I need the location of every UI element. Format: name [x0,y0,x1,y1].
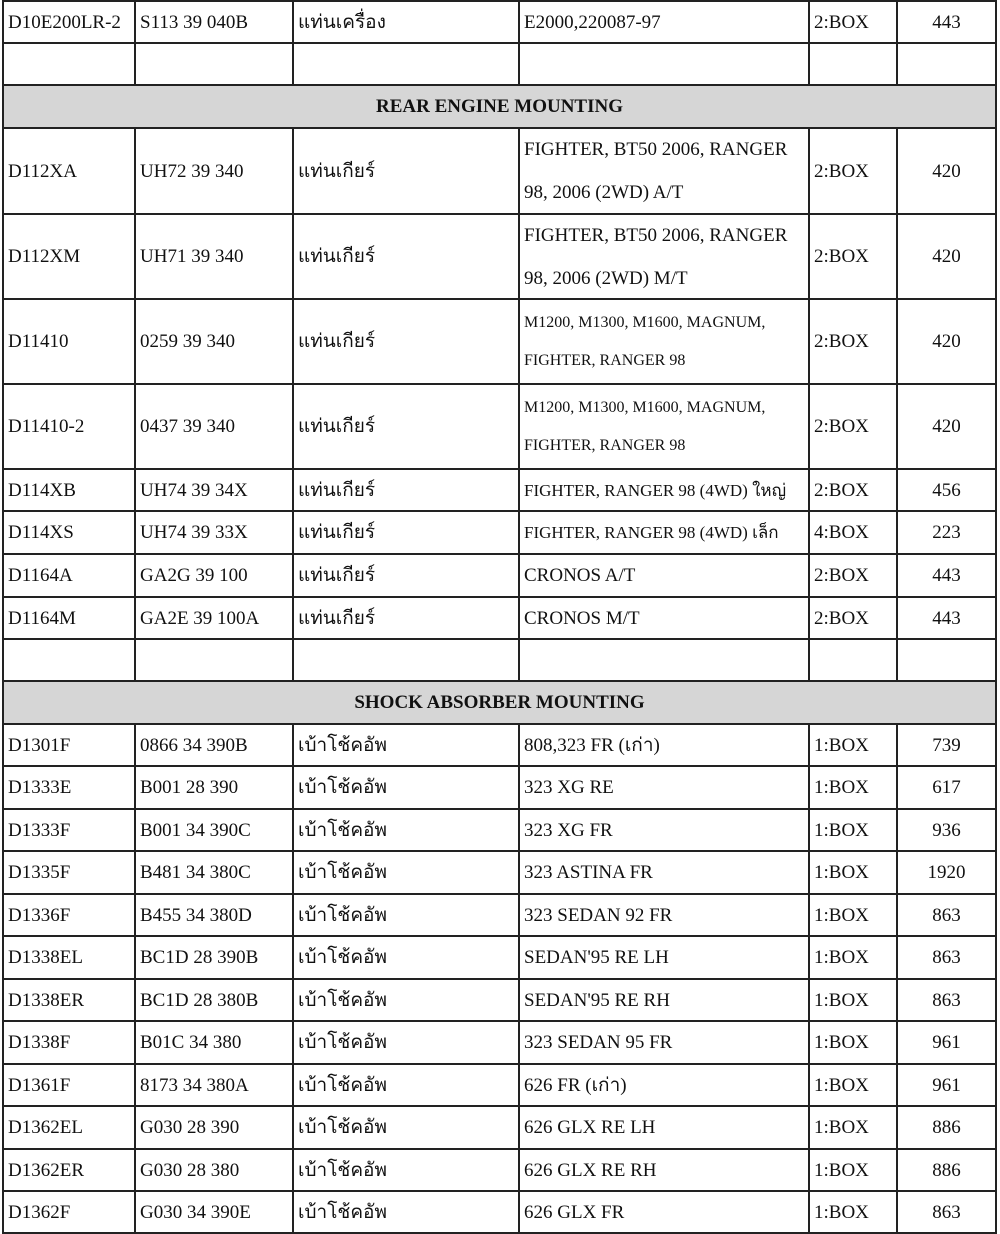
part-code: D1338EL [2,937,136,978]
empty-cell [2,44,136,84]
vehicle-model: CRONOS A/T [520,555,810,596]
vehicle-model: 626 GLX RE LH [520,1107,810,1148]
price: 456 [898,470,997,510]
empty-cell [136,640,294,680]
table-row [2,300,997,385]
vehicle-model [520,470,810,510]
oem-number: GA2G 39 100 [136,555,294,596]
part-code: D1335F [2,852,136,893]
pack-quantity: 4:BOX [810,512,898,553]
pack-quantity: 2:BOX [810,385,898,468]
part-description: เบ้าโช้คอัพ [294,1192,520,1232]
vehicle-model [520,129,810,213]
table-row [2,215,997,300]
part-description: เบ้าโช้คอัพ [294,895,520,935]
vehicle-model: 323 XG FR [520,810,810,850]
section-header-shock-absorber-mounting: SHOCK ABSORBER MOUNTING [2,682,997,725]
part-description: เบ้าโช้คอัพ [294,1022,520,1063]
price: 886 [898,1150,997,1190]
vehicle-model-line: M1200, M1300, M1600, MAGNUM, [524,398,766,416]
part-code: D114XS [2,512,136,553]
table-row [2,767,997,810]
table-row [2,555,997,598]
table-row [2,598,997,640]
empty-cell [810,44,898,84]
table-row [2,980,997,1022]
table-row [2,129,997,215]
empty-row [2,44,997,86]
table-row [2,852,997,895]
vehicle-model: 323 SEDAN 95 FR [520,1022,810,1063]
part-description: แท่นเกียร์ [294,215,520,298]
pack-quantity: 1:BOX [810,1022,898,1063]
part-code: D114XB [2,470,136,510]
part-description: เบ้าโช้คอัพ [294,725,520,765]
price: 863 [898,895,997,935]
table-row [2,470,997,512]
vehicle-model: 808,323 FR (เก่า) [520,725,810,765]
oem-number: 8173 34 380A [136,1065,294,1105]
part-description: แท่นเกียร์ [294,300,520,383]
part-code: D112XA [2,129,136,213]
pack-quantity: 1:BOX [810,1150,898,1190]
table-row [2,810,997,852]
pack-quantity: 1:BOX [810,980,898,1020]
oem-number: B455 34 380D [136,895,294,935]
pack-quantity: 2:BOX [810,300,898,383]
empty-cell [520,44,810,84]
oem-number: BC1D 28 380B [136,980,294,1020]
part-description: แท่นเกียร์ [294,385,520,468]
vehicle-model-text: FIGHTER, RANGER 98 (4WD) เล็ก [524,523,779,542]
price: 443 [898,2,997,42]
part-code: D1333F [2,810,136,850]
oem-number: B01C 34 380 [136,1022,294,1063]
vehicle-model: 626 GLX FR [520,1192,810,1232]
pack-quantity: 2:BOX [810,2,898,42]
price: 936 [898,810,997,850]
part-description: แท่นเครื่อง [294,2,520,42]
oem-number: UH74 39 34X [136,470,294,510]
part-code: D1164A [2,555,136,596]
table-row [2,1022,997,1065]
oem-number: UH74 39 33X [136,512,294,553]
vehicle-model: E2000,220087-97 [520,2,810,42]
vehicle-model-line: FIGHTER, RANGER 98 [524,351,686,369]
pack-quantity: 1:BOX [810,767,898,808]
part-code: D11410-2 [2,385,136,468]
part-code: D1164M [2,598,136,638]
pack-quantity: 1:BOX [810,937,898,978]
oem-number: G030 34 390E [136,1192,294,1232]
price: 443 [898,598,997,638]
price: 1920 [898,852,997,893]
table-row [2,1192,997,1234]
pack-quantity: 2:BOX [810,598,898,638]
oem-number: BC1D 28 390B [136,937,294,978]
part-description: แท่นเกียร์ [294,512,520,553]
pack-quantity: 1:BOX [810,1107,898,1148]
part-description: เบ้าโช้คอัพ [294,1107,520,1148]
price: 886 [898,1107,997,1148]
part-description: แท่นเกียร์ [294,129,520,213]
part-code: D11410 [2,300,136,383]
vehicle-model [520,385,810,468]
part-code: D112XM [2,215,136,298]
vehicle-model-line: FIGHTER, BT50 2006, RANGER [524,224,788,246]
oem-number: UH72 39 340 [136,129,294,213]
empty-cell [520,640,810,680]
empty-cell [294,640,520,680]
part-description: แท่นเกียร์ [294,598,520,638]
vehicle-model: 323 XG RE [520,767,810,808]
part-code: D10E200LR-2 [2,2,136,42]
table-row [2,1107,997,1150]
part-code: D1301F [2,725,136,765]
pack-quantity: 1:BOX [810,725,898,765]
empty-cell [898,44,997,84]
vehicle-model [520,300,810,383]
oem-number: S113 39 040B [136,2,294,42]
vehicle-model: 626 FR (เก่า) [520,1065,810,1105]
table-row [2,725,997,767]
empty-cell [294,44,520,84]
vehicle-model-line: M1200, M1300, M1600, MAGNUM, [524,313,766,331]
price: 961 [898,1065,997,1105]
oem-number: G030 28 380 [136,1150,294,1190]
table-row [2,385,997,470]
price: 739 [898,725,997,765]
oem-number: 0437 39 340 [136,385,294,468]
price: 420 [898,300,997,383]
vehicle-model-line: 98, 2006 (2WD) A/T [524,182,684,203]
part-code: D1333E [2,767,136,808]
table-row [2,1150,997,1192]
pack-quantity: 2:BOX [810,215,898,298]
pack-quantity: 1:BOX [810,895,898,935]
section-header-rear-engine-mounting: REAR ENGINE MOUNTING [2,86,997,129]
part-description: แท่นเกียร์ [294,555,520,596]
vehicle-model-line: 98, 2006 (2WD) M/T [524,267,688,289]
price: 961 [898,1022,997,1063]
empty-cell [2,640,136,680]
price: 223 [898,512,997,553]
table-row [2,1065,997,1107]
price: 863 [898,1192,997,1232]
price: 617 [898,767,997,808]
part-description: แท่นเกียร์ [294,470,520,510]
vehicle-model-line: FIGHTER, BT50 2006, RANGER [524,139,788,160]
empty-cell [810,640,898,680]
part-description: เบ้าโช้คอัพ [294,937,520,978]
part-code: D1338ER [2,980,136,1020]
part-description: เบ้าโช้คอัพ [294,1150,520,1190]
price: 443 [898,555,997,596]
vehicle-model: 626 GLX RE RH [520,1150,810,1190]
vehicle-model: 323 ASTINA FR [520,852,810,893]
vehicle-model [520,512,810,553]
price: 420 [898,385,997,468]
part-code: D1362EL [2,1107,136,1148]
part-description: เบ้าโช้คอัพ [294,810,520,850]
table-row [2,0,997,44]
oem-number: B481 34 380C [136,852,294,893]
vehicle-model: SEDAN'95 RE RH [520,980,810,1020]
oem-number: G030 28 390 [136,1107,294,1148]
part-code: D1361F [2,1065,136,1105]
oem-number: 0866 34 390B [136,725,294,765]
pack-quantity: 1:BOX [810,1192,898,1232]
vehicle-model: SEDAN'95 RE LH [520,937,810,978]
table-row [2,895,997,937]
part-description: เบ้าโช้คอัพ [294,1065,520,1105]
oem-number: GA2E 39 100A [136,598,294,638]
price: 863 [898,937,997,978]
empty-cell [898,640,997,680]
part-description: เบ้าโช้คอัพ [294,852,520,893]
part-code: D1336F [2,895,136,935]
pack-quantity: 1:BOX [810,1065,898,1105]
vehicle-model-text: FIGHTER, RANGER 98 (4WD) ใหญ่ [524,480,787,500]
empty-cell [136,44,294,84]
vehicle-model: 323 SEDAN 92 FR [520,895,810,935]
table-row [2,512,997,555]
pack-quantity: 2:BOX [810,555,898,596]
part-code: D1362F [2,1192,136,1232]
part-code: D1362ER [2,1150,136,1190]
pack-quantity: 1:BOX [810,852,898,893]
pack-quantity: 2:BOX [810,129,898,213]
price: 420 [898,129,997,213]
empty-row [2,640,997,682]
part-description: เบ้าโช้คอัพ [294,767,520,808]
price: 863 [898,980,997,1020]
vehicle-model [520,215,810,298]
oem-number: 0259 39 340 [136,300,294,383]
oem-number: B001 28 390 [136,767,294,808]
vehicle-model-line: FIGHTER, RANGER 98 [524,436,686,454]
table-row [2,937,997,980]
pack-quantity: 1:BOX [810,810,898,850]
price: 420 [898,215,997,298]
oem-number: B001 34 390C [136,810,294,850]
part-description: เบ้าโช้คอัพ [294,980,520,1020]
vehicle-model: CRONOS M/T [520,598,810,638]
part-code: D1338F [2,1022,136,1063]
oem-number: UH71 39 340 [136,215,294,298]
pack-quantity: 2:BOX [810,470,898,510]
